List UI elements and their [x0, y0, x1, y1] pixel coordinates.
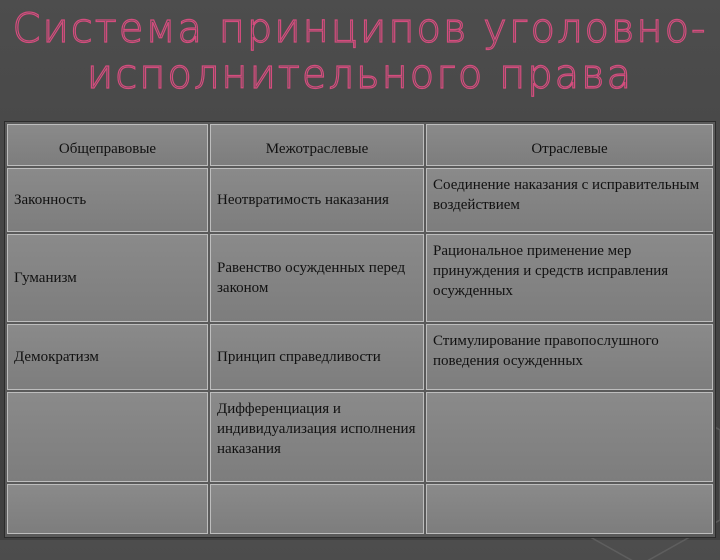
cell-text: Стимулирование правопослушного поведения осужденных — [433, 333, 659, 369]
table-cell — [7, 392, 208, 482]
table-cell — [7, 324, 208, 390]
table-cell — [426, 168, 713, 232]
cell-text: Принцип справедливости — [217, 349, 381, 365]
cell-text: Рациональное применение мер принуждения и средств исправления осужденных — [433, 243, 669, 299]
table-cell — [426, 324, 713, 390]
table-cell — [210, 234, 424, 322]
table-cell — [210, 168, 424, 232]
cell-text: Равенство осужденных перед законом — [217, 260, 406, 296]
title-line-2: исполнительного права — [86, 52, 634, 98]
table-cell — [7, 234, 208, 322]
cell-text: Гуманизм — [14, 270, 77, 286]
table-header-sectoral: Отраслевые — [426, 124, 713, 166]
title-line-1: Система принципов уголовно- — [12, 6, 708, 52]
table-cell — [426, 234, 713, 322]
table-cell — [426, 392, 713, 482]
table-cell — [210, 324, 424, 390]
cell-text: Соединение наказания с исправительным воздействием — [433, 177, 700, 213]
table-header-general: Общеправовые — [7, 124, 208, 166]
cell-text: Законность — [14, 192, 87, 208]
cell-text: Демократизм — [14, 349, 99, 365]
table-header-intersectoral: Межотраслевые — [210, 124, 424, 166]
principles-table — [4, 121, 716, 538]
table-cell — [210, 392, 424, 482]
table-cell — [210, 484, 424, 534]
cell-text: Неотвратимость наказания — [217, 192, 389, 208]
slide-title — [0, 0, 720, 98]
table-cell — [7, 168, 208, 232]
table-cell — [426, 484, 713, 534]
cell-text: Дифференциация и индивидуализация исполнения наказания — [217, 401, 416, 457]
table-cell — [7, 484, 208, 534]
